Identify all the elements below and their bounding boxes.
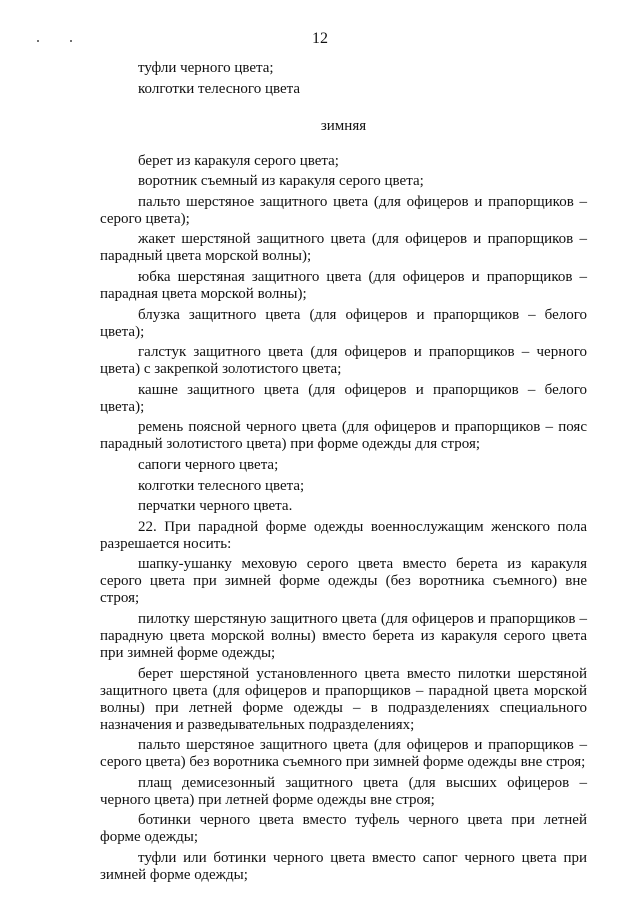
list-item: шапку-ушанку меховую серого цвета вместо берета из каракуля серого цвета при зимней форме одежды (без воротника съемного) вне строя; xyxy=(100,556,587,607)
list-item: ботинки черного цвета вместо туфель черного цвета при летней форме одежды; xyxy=(100,812,587,846)
list-item: воротник съемный из каракуля серого цвета; xyxy=(138,173,424,190)
list-item: блузка защитного цвета (для офицеров и прапорщиков – белого цвета); xyxy=(100,306,587,340)
document-body xyxy=(100,60,587,887)
list-item: жакет шерстяной защитного цвета (для офицеров и прапорщиков – парадный цвета морской волны); xyxy=(100,231,587,265)
list-item: юбка шерстяная защитного цвета (для офицеров и прапорщиков – парадная цвета морской волны); xyxy=(100,268,587,302)
list-item: перчатки черного цвета. xyxy=(138,498,293,515)
page-number: 12 xyxy=(312,30,328,47)
section-heading: зимняя xyxy=(320,117,367,134)
list-item: берет шерстяной установленного цвета вместо пилотки шерстяной защитного цвета (для офицеров и прапорщиков – парадной цвета морской волны) при летней форме одежды – в подразделениях специального назначения и разведывательных подразделениях; xyxy=(100,665,587,733)
list-item: колготки телесного цвета; xyxy=(138,477,305,494)
list-item: пальто шерстяное защитного цвета (для офицеров и прапорщиков – серого цвета) без воротника съемного при зимней форме одежды вне строя; xyxy=(100,737,587,771)
list-item: берет из каракуля серого цвета; xyxy=(138,152,339,169)
list-item: сапоги черного цвета; xyxy=(138,456,279,473)
list-item: ремень поясной черного цвета (для офицеров и прапорщиков – пояс парадный золотистого цвета) при форме одежды для строя; xyxy=(100,419,587,453)
list-item: туфли или ботинки черного цвета вместо сапог черного цвета при зимней форме одежды; xyxy=(100,849,587,883)
clause-22: 22. При парадной форме одежды военнослужащим женского пола разрешается носить: xyxy=(100,518,587,552)
list-item: пилотку шерстяную защитного цвета (для офицеров и прапорщиков – парадную цвета морской волны) вместо берета из каракуля серого цвета при зимней форме одежды; xyxy=(100,610,587,661)
list-item: плащ демисезонный защитного цвета (для высших офицеров – черного цвета) при летней форме одежды вне строя; xyxy=(100,774,587,808)
list-item: галстук защитного цвета (для офицеров и прапорщиков – черного цвета) с закрепкой золотистого цвета; xyxy=(100,344,587,378)
list-item: пальто шерстяное защитного цвета (для офицеров и прапорщиков – серого цвета); xyxy=(100,193,587,227)
list-item: кашне защитного цвета (для офицеров и прапорщиков – белого цвета); xyxy=(100,381,587,415)
line-before: колготки телесного цвета xyxy=(138,80,301,97)
line-before: туфли черного цвета; xyxy=(138,60,274,76)
